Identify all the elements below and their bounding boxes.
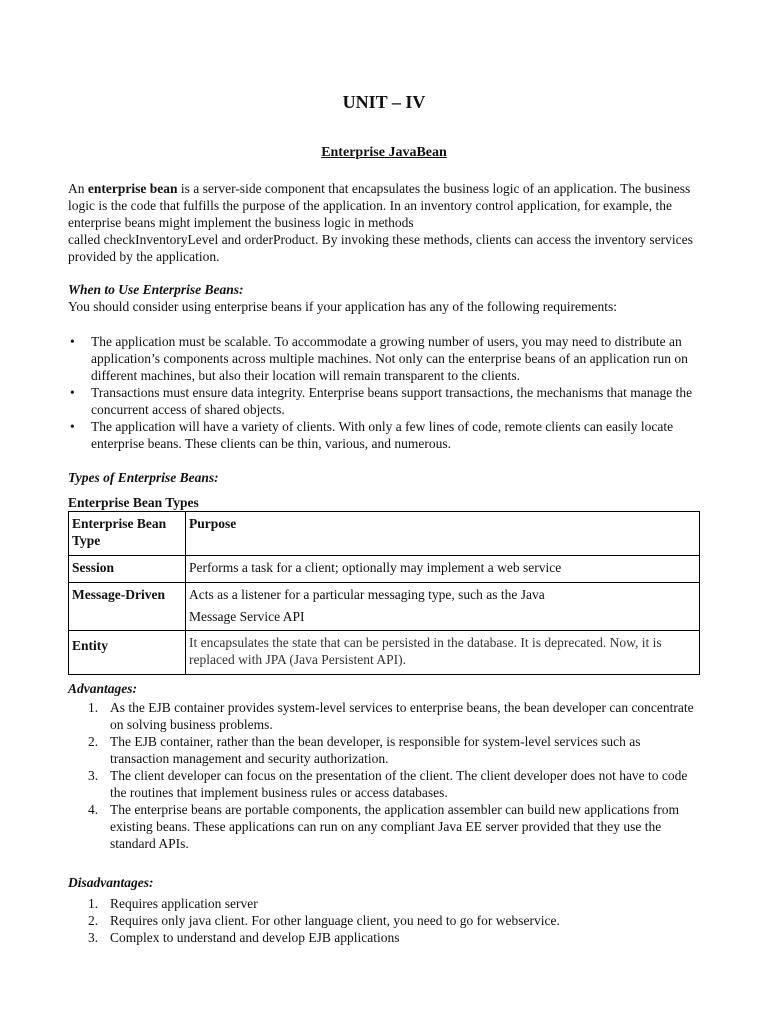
list-item-text: The enterprise beans are portable components, the application assembler can build new applications from existing beans. These applications can run on any compliant Java EE server provided that they use the standard APIs. <box>110 802 680 851</box>
list-number: 1. <box>88 700 99 715</box>
list-item-text: The EJB container, rather than the bean developer, is responsible for system-level services such as transaction management and security authorization. <box>110 734 641 766</box>
list-item <box>68 912 700 929</box>
cell-purpose-line-1: Acts as a listener for a particular messaging type, such as the Java <box>189 587 545 602</box>
table-row <box>69 631 700 675</box>
list-number: 2. <box>88 734 99 749</box>
list-item-text: Complex to understand and develop EJB applications <box>110 930 400 945</box>
disadvantages-heading: Disadvantages: <box>68 875 154 890</box>
intro-text-2: called checkInventoryLevel and orderProduct. By invoking these methods, clients can access the inventory services provided by the application. <box>68 232 693 264</box>
list-number: 1. <box>88 896 99 911</box>
bullet-icon: • <box>70 385 75 400</box>
intro-paragraph <box>68 180 700 265</box>
requirements-list <box>68 333 700 452</box>
table-row <box>69 556 700 583</box>
list-item <box>68 929 700 946</box>
unit-title: UNIT – IV <box>342 92 426 112</box>
cell-type: Message-Driven <box>69 583 186 631</box>
bullet-icon: • <box>70 419 75 434</box>
bean-types-table <box>68 511 700 675</box>
list-item-text: Requires application server <box>110 896 258 911</box>
when-to-use-lead: You should consider using enterprise beans if your application has any of the following requirements: <box>68 299 618 314</box>
advantages-list <box>68 699 700 852</box>
list-item-text: Requires only java client. For other language client, you need to go for webservice. <box>110 913 560 928</box>
advantages-heading: Advantages: <box>68 681 137 696</box>
list-number: 4. <box>88 802 99 817</box>
table-row <box>69 583 700 631</box>
when-to-use-heading: When to Use Enterprise Beans: <box>68 282 244 297</box>
intro-prefix: An <box>68 181 88 196</box>
cell-purpose-line-2: Message Service API <box>189 609 305 624</box>
column-header-purpose: Purpose <box>186 512 700 556</box>
list-item <box>68 733 700 767</box>
list-item <box>68 333 700 384</box>
list-item <box>68 418 700 452</box>
list-item-text: As the EJB container provides system-level services to enterprise beans, the bean developer can concentrate on solving business problems. <box>110 700 694 732</box>
column-header-type: Enterprise Bean Type <box>69 512 186 556</box>
table-header-row <box>69 512 700 556</box>
list-number: 3. <box>88 768 99 783</box>
list-item <box>68 895 700 912</box>
list-item <box>68 384 700 418</box>
list-item <box>68 801 700 852</box>
cell-type: Session <box>69 556 186 583</box>
cell-purpose <box>186 583 700 631</box>
table-caption: Enterprise Bean Types <box>68 495 199 510</box>
types-heading: Types of Enterprise Beans: <box>68 470 219 485</box>
list-item-text: The application will have a variety of clients. With only a few lines of code, remote clients can easily locate enterprise beans. These clients can be thin, various, and numerous. <box>91 419 674 451</box>
disadvantages-list <box>68 895 700 946</box>
cell-purpose: It encapsulates the state that can be persisted in the database. It is deprecated. Now, it is replaced with JPA (Java Persistent API). <box>186 631 700 675</box>
list-number: 2. <box>88 913 99 928</box>
cell-type: Entity <box>69 631 186 675</box>
list-item-text: The client developer can focus on the presentation of the client. The client developer does not have to code the routines that implement business rules or access databases. <box>110 768 688 800</box>
intro-term: enterprise bean <box>87 181 178 196</box>
list-item <box>68 699 700 733</box>
section-title <box>0 144 768 162</box>
list-item-text: Transactions must ensure data integrity. Enterprise beans support transactions, the mechanisms that manage the concurrent access of shared objects. <box>91 385 693 417</box>
cell-purpose: Performs a task for a client; optionally may implement a web service <box>186 556 700 583</box>
intro-text: is a server-side component that encapsulates the business logic of an application. The business logic is the code that fulfills the purpose of the application. In an inventory control application, for example, the enterprise beans might implement the business logic in methods <box>68 181 691 230</box>
list-item <box>68 767 700 801</box>
list-item-text: The application must be scalable. To accommodate a growing number of users, you may need to distribute an application’s components across multiple machines. Not only can the enterprise beans of an application run on different machines, but also their location will remain transparent to the clients. <box>91 334 688 383</box>
bullet-icon: • <box>70 334 75 349</box>
section-title-text: Enterprise JavaBean <box>321 145 447 160</box>
list-number: 3. <box>88 930 99 945</box>
